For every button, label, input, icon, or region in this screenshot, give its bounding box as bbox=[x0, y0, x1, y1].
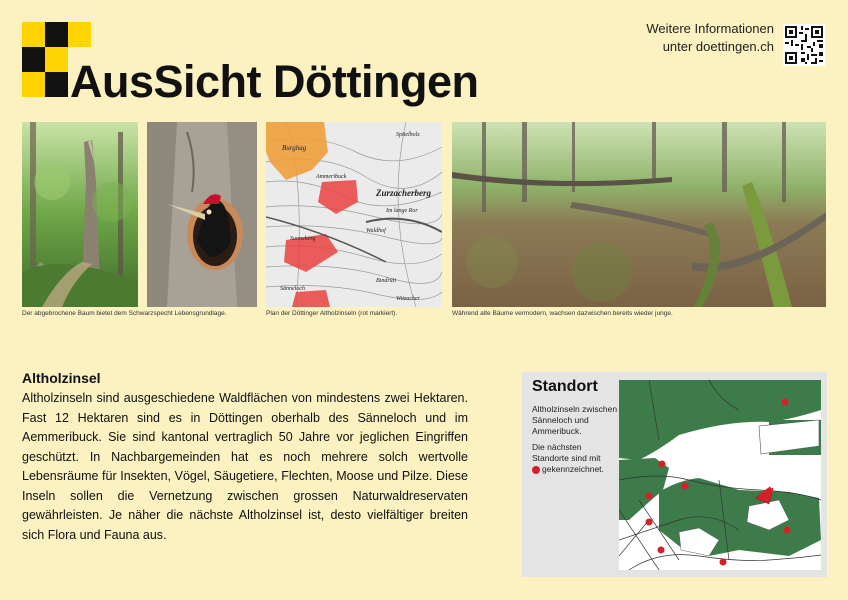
legend-text: Die nächsten Standorte sind mit bbox=[532, 442, 601, 463]
woodpecker-photo bbox=[147, 122, 257, 307]
photo-caption: Plan der Döttinger Altholzinseln (rot markiert). bbox=[266, 310, 398, 317]
red-dot-icon bbox=[532, 466, 540, 474]
legend-text: gekennzeichnet. bbox=[542, 464, 604, 474]
qr-code[interactable] bbox=[783, 24, 825, 66]
decaying-trees-photo bbox=[452, 122, 826, 307]
page-title: AusSicht Döttingen bbox=[70, 56, 479, 107]
logo-square bbox=[45, 72, 68, 97]
logo-square bbox=[22, 47, 45, 72]
logo-square bbox=[45, 22, 68, 47]
info-text bbox=[574, 20, 774, 56]
map-label: Spitelholz bbox=[396, 132, 420, 138]
standort-title: Standort bbox=[532, 378, 598, 395]
info-line: Weitere Informationen bbox=[646, 21, 774, 36]
logo-square bbox=[22, 22, 45, 47]
forest-broken-tree-photo bbox=[22, 122, 138, 307]
logo-square bbox=[22, 72, 45, 97]
altholzinsel-plan-map bbox=[266, 122, 442, 307]
standort-map bbox=[619, 380, 821, 570]
map-label: Waldhof bbox=[366, 228, 386, 234]
map-label: Sänneloch bbox=[280, 286, 305, 292]
article-body: Altholzinseln sind ausgeschiedene Waldflächen von mindestens zwei Hektaren. Fast 12 Hektaren sind es in Döttingen oberhalb des Sänneloch und im Aemmeribuck. Sie sind kantonal vertraglich 50 Jahre vor jeglichen Eingriffen geschützt. In Nachbargemeinden hat es noch mehrere solch wertvolle Lebensräume für Insekten, Vögel, Säugetiere, Flechten, Moose und Pilze. Diese Inseln sollen die Vernetzung zwischen grossen Naturwaldreservaten gewährleisten. Je näher die nächste Altholzinsel ist, desto vielfältiger breiten sich Flora und Fauna aus. bbox=[22, 391, 468, 542]
map-label: Witzacher bbox=[396, 296, 420, 302]
standort-text: Altholzinseln zwischen Sänneloch und Ammeribuck. bbox=[532, 404, 618, 436]
photo-caption: Der abgebrochene Baum bietet dem Schwarzspecht Lebensgrundlage. bbox=[22, 310, 227, 317]
map-label: Sunneberg bbox=[290, 236, 316, 242]
photo-caption: Während alte Bäume vermodern, wachsen dazwischen bereits wieder junge. bbox=[452, 310, 673, 317]
standort-legend bbox=[532, 442, 620, 475]
logo-square bbox=[68, 22, 91, 47]
logo-square bbox=[45, 47, 68, 72]
map-label: Zurzacherberg bbox=[376, 188, 432, 198]
article-heading: Altholzinsel bbox=[22, 370, 101, 386]
map-label: Ammeribuck bbox=[316, 174, 347, 180]
map-label: Im lange Ror bbox=[386, 208, 418, 214]
map-label: Bindrüti bbox=[376, 278, 397, 284]
info-link[interactable]: unter doettingen.ch bbox=[662, 39, 774, 54]
map-label: Burghag bbox=[282, 144, 307, 152]
standort-box bbox=[522, 372, 827, 577]
